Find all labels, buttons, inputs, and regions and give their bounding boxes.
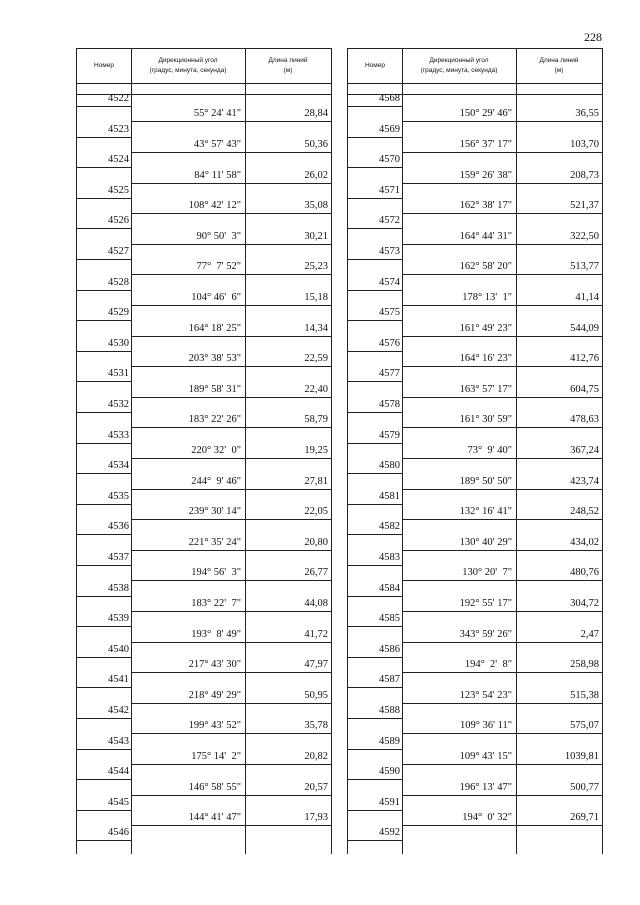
point-number: 4546: [108, 827, 129, 839]
point-number: 4571: [379, 184, 400, 196]
point-rule: [77, 749, 131, 750]
line-length: 208,73: [570, 169, 599, 181]
direction-angle: 144° 41' 47": [188, 812, 241, 824]
direction-angle: 189° 50' 50": [459, 475, 512, 487]
point-number: 4531: [108, 368, 129, 380]
line-length: 26,77: [304, 567, 328, 579]
direction-angle: 217° 43' 30": [188, 659, 241, 671]
point-rule: [77, 718, 131, 719]
point-number: 4538: [108, 582, 129, 594]
point-number: 4535: [108, 490, 129, 502]
direction-angle: 90° 50' 3": [196, 230, 241, 242]
point-number: 4584: [379, 582, 400, 594]
point-number: 4528: [108, 276, 129, 288]
point-rule: [348, 259, 402, 260]
point-number: 4586: [379, 643, 400, 655]
line-length: 25,23: [304, 261, 328, 273]
line-length: 15,18: [304, 291, 328, 303]
line-length: 248,52: [570, 506, 599, 518]
direction-angle: 108° 42' 12": [188, 200, 241, 212]
point-rule: [348, 167, 402, 168]
direction-angle: 77° 7' 52": [196, 261, 241, 273]
line-length: 423,74: [570, 475, 599, 487]
point-rule: [77, 106, 131, 107]
direction-angle: 220° 32' 0": [191, 444, 241, 456]
segment-rule: [131, 183, 331, 184]
header-angle-line1: Дирекционный угол: [429, 57, 489, 65]
point-rule: [348, 840, 402, 841]
header-length-line1: Длина линий: [268, 57, 308, 65]
line-length: 304,72: [570, 597, 599, 609]
line-length: 412,76: [570, 353, 599, 365]
point-number: 4532: [108, 399, 129, 410]
point-number: 4585: [379, 613, 400, 625]
direction-angle: 109° 43' 15": [459, 750, 512, 762]
point-rule: [77, 810, 131, 811]
segment-rule: [402, 764, 602, 765]
line-length: 35,78: [304, 720, 328, 732]
segment-rule: [131, 733, 331, 734]
segment-rule: [402, 121, 602, 122]
point-number: 4527: [108, 246, 129, 257]
point-rule: [77, 259, 131, 260]
line-length: 36,55: [575, 108, 599, 120]
segment-rule: [402, 397, 602, 398]
point-rule: [348, 534, 402, 535]
direction-angle: 159° 26' 38": [459, 169, 512, 181]
line-length: 19,25: [304, 444, 328, 456]
point-number: 4533: [108, 429, 129, 441]
coordinates-table-right: [347, 48, 603, 854]
point-rule: [348, 290, 402, 291]
direction-angle: 199° 43' 52": [188, 720, 241, 732]
line-length: 20,80: [304, 536, 328, 548]
table-header: [348, 48, 602, 84]
point-rule: [77, 840, 131, 841]
direction-angle: 55° 24' 41": [193, 108, 241, 120]
segment-rule: [131, 550, 331, 551]
point-number: 4539: [108, 613, 129, 625]
segment-rule: [402, 611, 602, 612]
point-number: 4534: [108, 460, 129, 472]
point-number: 4568: [379, 93, 400, 104]
direction-angle: 343° 59' 26": [459, 628, 512, 640]
segment-rule: [402, 733, 602, 734]
line-length: 22,05: [304, 506, 328, 518]
point-number: 4590: [379, 766, 400, 778]
direction-angle: 161° 49' 23": [459, 322, 512, 334]
direction-angle: 175° 14' 2": [191, 750, 241, 762]
direction-angle: 183° 22' 7": [191, 597, 241, 609]
direction-angle: 194° 56' 3": [191, 567, 241, 579]
segment-rule: [131, 580, 331, 581]
point-rule: [348, 473, 402, 474]
line-length: 22,59: [304, 353, 328, 365]
segment-rule: [131, 152, 331, 153]
point-number: 4541: [108, 674, 129, 686]
point-number: 4580: [379, 460, 400, 472]
point-number: 4592: [379, 827, 400, 839]
segment-rule: [131, 825, 331, 826]
segment-rule: [402, 183, 602, 184]
point-rule: [77, 137, 131, 138]
point-rule: [77, 626, 131, 627]
segment-rule: [402, 336, 602, 337]
point-number: 4543: [108, 735, 129, 747]
table-header: [77, 48, 331, 84]
point-number: 4589: [379, 735, 400, 747]
point-rule: [77, 198, 131, 199]
point-number: 4577: [379, 368, 400, 380]
point-number: 4537: [108, 552, 129, 563]
header-angle-line2: (градус, минута, секунда): [149, 67, 227, 74]
segment-rule: [131, 672, 331, 673]
line-length: 50,36: [304, 138, 328, 150]
header-number: Номер: [364, 62, 385, 70]
line-length: 17,93: [304, 812, 328, 824]
point-rule: [77, 290, 131, 291]
direction-angle: 162° 58' 20": [459, 261, 512, 273]
point-rule: [348, 749, 402, 750]
point-rule: [348, 810, 402, 811]
segment-rule: [402, 366, 602, 367]
point-number: 4540: [108, 643, 129, 655]
segment-rule: [402, 672, 602, 673]
line-length: 44,08: [304, 597, 328, 609]
segment-rule: [131, 519, 331, 520]
segment-rule: [131, 244, 331, 245]
line-length: 544,09: [570, 322, 599, 334]
point-number: 4545: [108, 796, 129, 808]
point-rule: [348, 443, 402, 444]
point-rule: [77, 412, 131, 413]
header-angle-line2: (градус, минута, секунда): [420, 67, 498, 74]
point-number: 4579: [379, 429, 400, 441]
segment-rule: [131, 642, 331, 643]
direction-angle: 239° 30' 14": [188, 506, 241, 518]
point-number: 4569: [379, 123, 400, 135]
line-length: 58,79: [304, 414, 328, 426]
segment-rule: [131, 795, 331, 796]
direction-angle: 109° 36' 11": [460, 720, 512, 732]
segment-rule: [402, 550, 602, 551]
point-rule: [348, 718, 402, 719]
direction-angle: 193° 8' 49": [191, 628, 241, 640]
direction-angle: 156° 37' 17": [459, 138, 512, 150]
segment-rule: [131, 489, 331, 490]
point-rule: [348, 657, 402, 658]
point-rule: [77, 351, 131, 352]
header-length-line1: Длина линий: [539, 57, 579, 65]
line-length: 434,02: [570, 536, 599, 548]
direction-angle: 146° 58' 55": [188, 781, 241, 793]
point-number: 4536: [108, 521, 129, 533]
point-rule: [77, 657, 131, 658]
point-rule: [348, 198, 402, 199]
line-length: 20,82: [304, 750, 328, 762]
direction-angle: 43° 57' 43": [193, 138, 241, 150]
direction-angle: 84° 11' 58": [194, 169, 241, 181]
line-length: 500,77: [570, 781, 599, 793]
point-rule: [77, 534, 131, 535]
line-length: 478,63: [570, 414, 599, 426]
segment-rule: [402, 703, 602, 704]
direction-angle: 189° 58' 31": [188, 383, 241, 395]
point-number: 4526: [108, 215, 129, 227]
point-rule: [77, 228, 131, 229]
header-length-line2: (м): [283, 67, 293, 74]
point-rule: [348, 106, 402, 107]
point-number: 4544: [108, 766, 129, 778]
direction-angle: 244° 9' 46": [191, 475, 241, 487]
point-rule: [77, 565, 131, 566]
segment-rule: [402, 152, 602, 153]
point-rule: [348, 320, 402, 321]
direction-angle: 161° 30' 59": [459, 414, 512, 426]
line-length: 28,84: [304, 108, 328, 120]
segment-rule: [131, 366, 331, 367]
point-number: 4591: [379, 796, 400, 808]
line-length: 269,71: [570, 812, 599, 824]
point-number: 4522: [108, 93, 129, 104]
segment-rule: [402, 795, 602, 796]
direction-angle: 123° 54' 23": [459, 689, 512, 701]
direction-angle: 163° 57' 17": [459, 383, 512, 395]
point-rule: [77, 167, 131, 168]
point-rule: [348, 228, 402, 229]
segment-rule: [402, 305, 602, 306]
segment-rule: [131, 764, 331, 765]
segment-rule: [402, 213, 602, 214]
line-length: 1039,81: [564, 750, 599, 762]
direction-angle: 221° 35' 24": [188, 536, 241, 548]
point-number: 4583: [379, 552, 400, 563]
line-length: 35,08: [304, 200, 328, 212]
segment-rule: [402, 642, 602, 643]
point-number: 4530: [108, 337, 129, 349]
point-number: 4581: [379, 490, 400, 502]
direction-angle: 164° 18' 25": [188, 322, 241, 334]
point-number: 4587: [379, 674, 400, 686]
direction-angle: 73° 9' 40": [467, 444, 512, 456]
point-rule: [77, 443, 131, 444]
segment-rule: [402, 825, 602, 826]
segment-rule: [131, 427, 331, 428]
point-rule: [348, 504, 402, 505]
header-length: [245, 49, 331, 83]
line-length: 41,14: [575, 291, 599, 303]
segment-rule: [131, 336, 331, 337]
header-angle-line1: Дирекционный угол: [158, 57, 218, 65]
point-number: 4570: [379, 154, 400, 166]
point-rule: [77, 779, 131, 780]
direction-angle: 162° 38' 17": [459, 200, 512, 212]
point-number: 4588: [379, 705, 400, 716]
header-angle: [131, 49, 245, 83]
segment-rule: [402, 489, 602, 490]
point-rule: [348, 412, 402, 413]
direction-angle: 164° 16' 23": [459, 353, 512, 365]
segment-rule: [131, 397, 331, 398]
line-length: 480,76: [570, 567, 599, 579]
point-number: 4574: [379, 276, 400, 288]
point-rule: [77, 473, 131, 474]
point-number: 4582: [379, 521, 400, 533]
line-length: 50,95: [304, 689, 328, 701]
point-number: 4523: [108, 123, 129, 135]
header-length: [516, 49, 602, 83]
direction-angle: 178° 13' 1": [462, 291, 512, 303]
line-length: 521,37: [570, 200, 599, 212]
line-length: 47,97: [304, 659, 328, 671]
line-length: 20,57: [304, 781, 328, 793]
line-length: 26,02: [304, 169, 328, 181]
segment-rule: [131, 703, 331, 704]
point-rule: [77, 687, 131, 688]
point-number: 4524: [108, 154, 129, 166]
header-length-line2: (м): [554, 67, 564, 74]
segment-rule: [131, 274, 331, 275]
point-rule: [348, 779, 402, 780]
point-number: 4576: [379, 337, 400, 349]
line-length: 258,98: [570, 659, 599, 671]
direction-angle: 183° 22' 26": [188, 414, 241, 426]
segment-rule: [402, 274, 602, 275]
line-length: 515,38: [570, 689, 599, 701]
segment-rule: [131, 121, 331, 122]
segment-rule: [402, 427, 602, 428]
point-rule: [348, 626, 402, 627]
line-length: 513,77: [570, 261, 599, 273]
direction-angle: 194° 2' 8": [464, 659, 512, 671]
line-length: 22,40: [304, 383, 328, 395]
line-length: 604,75: [570, 383, 599, 395]
line-length: 367,24: [570, 444, 599, 456]
header-number: Номер: [93, 62, 114, 70]
header-angle: [402, 49, 516, 83]
direction-angle: 130° 20' 7": [462, 567, 512, 579]
point-number: 4572: [379, 215, 400, 227]
point-rule: [77, 320, 131, 321]
segment-rule: [402, 519, 602, 520]
line-length: 30,21: [304, 230, 328, 242]
line-length: 14,34: [304, 322, 328, 334]
direction-angle: 150° 29' 46": [459, 108, 512, 120]
coordinates-table-left: [76, 48, 332, 854]
segment-rule: [402, 458, 602, 459]
direction-angle: 192° 55' 17": [459, 597, 512, 609]
segment-rule: [402, 244, 602, 245]
point-number: 4573: [379, 246, 400, 257]
line-length: 41,72: [304, 628, 328, 640]
point-number: 4542: [108, 705, 129, 716]
direction-angle: 130° 40' 29": [459, 536, 512, 548]
direction-angle: 104° 46' 6": [191, 291, 241, 303]
point-rule: [348, 351, 402, 352]
point-number: 4529: [108, 307, 129, 319]
line-length: 575,07: [570, 720, 599, 732]
direction-angle: 164° 44' 31": [459, 230, 512, 242]
line-length: 2,47: [580, 628, 599, 640]
direction-angle: 218° 49' 29": [188, 689, 241, 701]
segment-rule: [131, 213, 331, 214]
page-number: 228: [584, 30, 602, 44]
line-length: 322,50: [570, 230, 599, 242]
point-rule: [348, 137, 402, 138]
segment-rule: [131, 305, 331, 306]
point-number: 4575: [379, 307, 400, 319]
point-number: 4525: [108, 184, 129, 196]
direction-angle: 132° 16' 41": [459, 506, 512, 518]
point-rule: [348, 596, 402, 597]
point-rule: [77, 504, 131, 505]
direction-angle: 194° 0' 32": [462, 812, 512, 824]
line-length: 103,70: [570, 138, 599, 150]
point-rule: [348, 687, 402, 688]
point-rule: [77, 596, 131, 597]
direction-angle: 203° 38' 53": [188, 353, 241, 365]
point-rule: [77, 381, 131, 382]
point-rule: [348, 565, 402, 566]
segment-rule: [402, 580, 602, 581]
point-rule: [348, 381, 402, 382]
segment-rule: [131, 611, 331, 612]
direction-angle: 196° 13' 47": [459, 781, 512, 793]
line-length: 27,81: [304, 475, 328, 487]
segment-rule: [131, 458, 331, 459]
point-number: 4578: [379, 399, 400, 410]
